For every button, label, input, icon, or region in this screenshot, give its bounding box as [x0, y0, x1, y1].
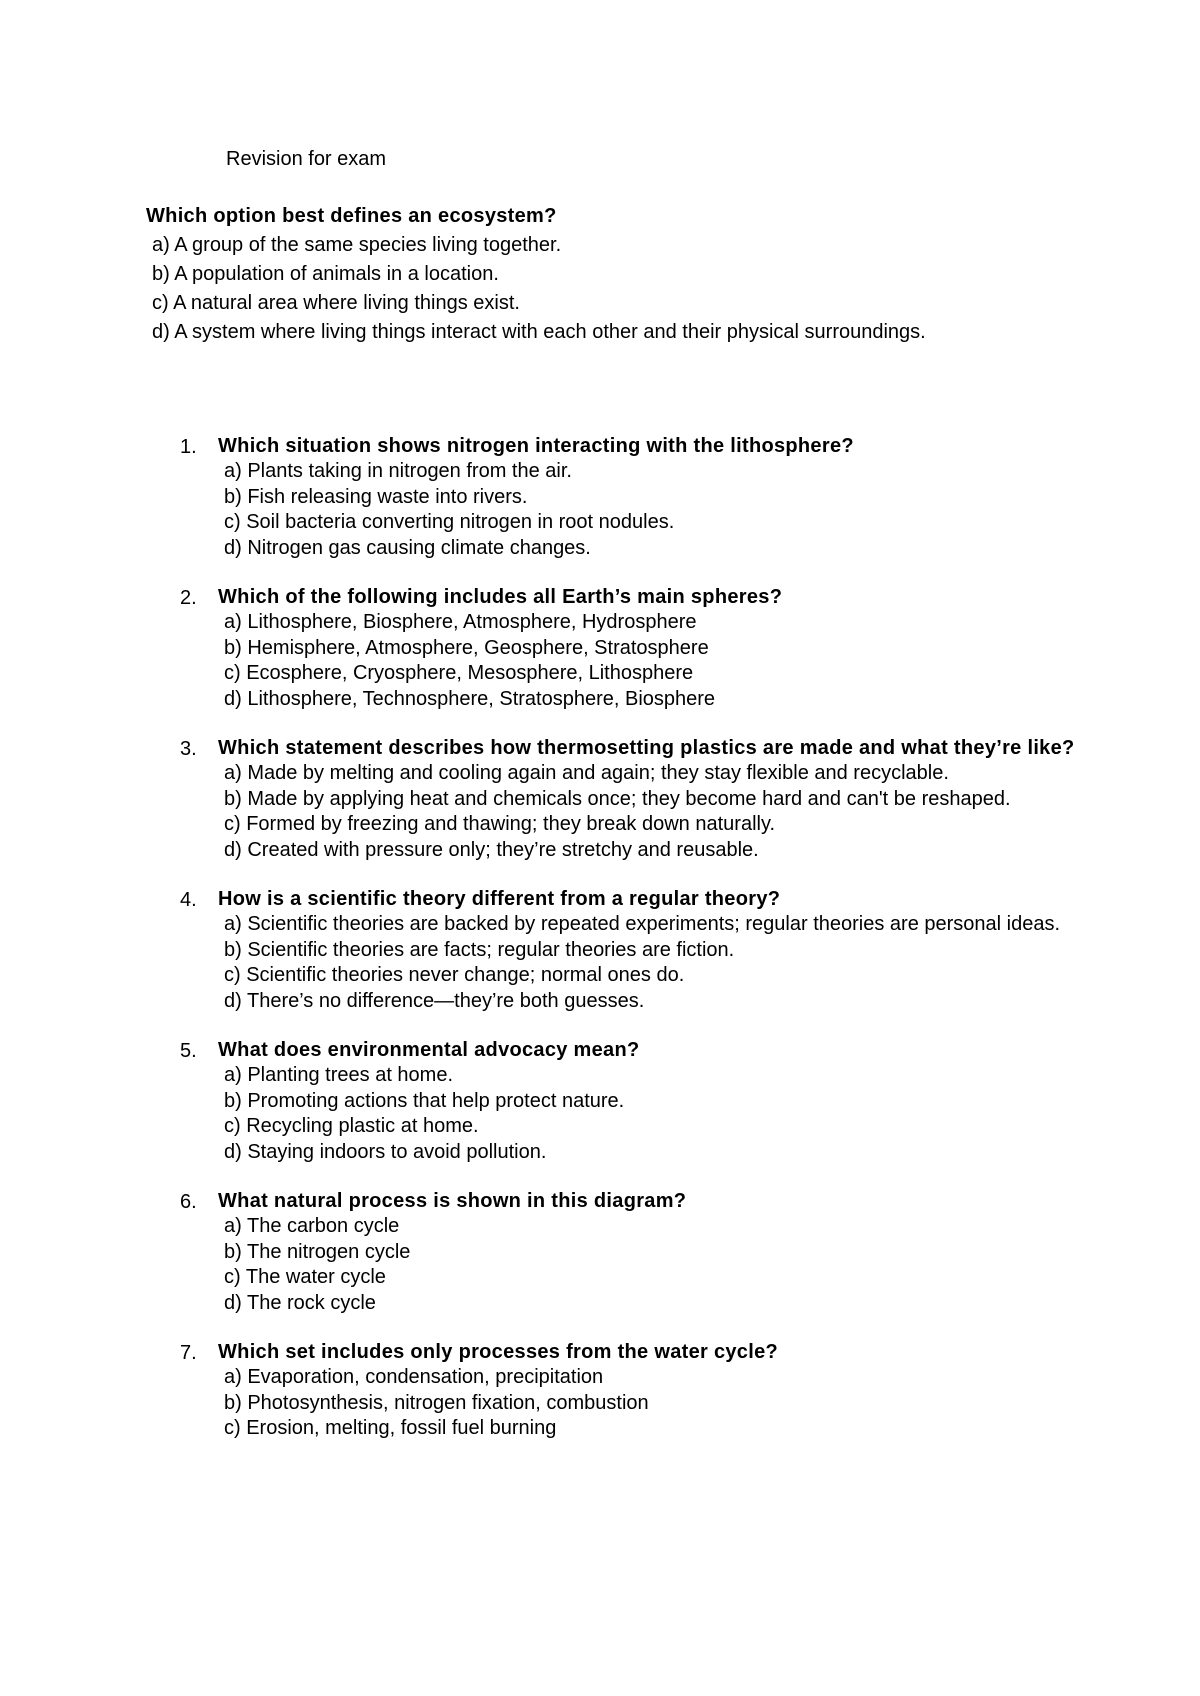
answer-option: c) The water cycle: [224, 1266, 386, 1288]
answer-options: [218, 610, 1080, 712]
answer-options: [218, 1063, 1080, 1165]
question-item: [180, 887, 1080, 1014]
answer-options: [218, 459, 1080, 561]
question-item: [180, 1038, 1080, 1165]
answer-option: d) Created with pressure only; they’re stretchy and reusable.: [224, 838, 759, 861]
answer-option: b) Made by applying heat and chemicals once; they become hard and can't be reshaped.: [224, 787, 1011, 810]
answer-option: b) Promoting actions that help protect nature.: [224, 1089, 625, 1112]
question-number: 1.: [180, 436, 197, 458]
question-number: 5.: [180, 1040, 197, 1062]
answer-options: [218, 1214, 1080, 1316]
answer-option: a) Made by melting and cooling again and again; they stay flexible and recyclable.: [224, 762, 949, 784]
answer-option: d) There’s no difference—they’re both guesses.: [224, 989, 645, 1012]
intro-option-a: a) A group of the same species living together.: [152, 234, 562, 256]
document-title: Revision for exam: [226, 148, 387, 170]
answer-option: a) The carbon cycle: [224, 1215, 400, 1237]
answer-option: c) Soil bacteria converting nitrogen in root nodules.: [224, 511, 675, 533]
question-text: What does environmental advocacy mean?: [218, 1039, 640, 1061]
question-text: Which statement describes how thermosetting plastics are made and what they’re like?: [218, 737, 1075, 759]
answer-option: c) Scientific theories never change; normal ones do.: [224, 964, 685, 986]
answer-option: a) Plants taking in nitrogen from the air.: [224, 460, 572, 482]
answer-option: c) Erosion, melting, fossil fuel burning: [224, 1417, 557, 1439]
intro-question: [146, 203, 1146, 348]
question-text: Which set includes only processes from the water cycle?: [218, 1341, 779, 1363]
intro-option-d: d) A system where living things interact with each other and their physical surroundings.: [152, 321, 926, 343]
question-item: [180, 1340, 1080, 1442]
question-list: [180, 434, 1080, 1466]
answer-option: d) The rock cycle: [224, 1291, 376, 1314]
answer-option: d) Staying indoors to avoid pollution.: [224, 1140, 547, 1163]
question-number: 3.: [180, 738, 197, 760]
question-text: How is a scientific theory different from a regular theory?: [218, 888, 781, 910]
intro-question-text: Which option best defines an ecosystem?: [146, 205, 557, 227]
answer-option: b) Photosynthesis, nitrogen fixation, combustion: [224, 1391, 649, 1414]
question-item: [180, 1189, 1080, 1316]
answer-option: a) Planting trees at home.: [224, 1064, 454, 1086]
answer-options: [218, 912, 1080, 1014]
question-text: Which situation shows nitrogen interacting with the lithosphere?: [218, 435, 854, 457]
question-text: What natural process is shown in this diagram?: [218, 1190, 687, 1212]
question-number: 7.: [180, 1342, 197, 1364]
answer-option: a) Scientific theories are backed by repeated experiments; regular theories are personal ideas.: [224, 913, 1061, 935]
intro-option-b: b) A population of animals in a location.: [152, 263, 499, 285]
answer-option: a) Evaporation, condensation, precipitation: [224, 1366, 604, 1388]
answer-option: c) Formed by freezing and thawing; they break down naturally.: [224, 813, 776, 835]
answer-option: b) Hemisphere, Atmosphere, Geosphere, Stratosphere: [224, 636, 709, 659]
question-number: 2.: [180, 587, 197, 609]
answer-option: d) Lithosphere, Technosphere, Stratosphere, Biosphere: [224, 687, 716, 710]
question-item: [180, 434, 1080, 561]
answer-option: b) The nitrogen cycle: [224, 1240, 411, 1263]
question-item: [180, 585, 1080, 712]
answer-option: b) Scientific theories are facts; regular theories are fiction.: [224, 938, 735, 961]
answer-option: d) Nitrogen gas causing climate changes.: [224, 536, 591, 559]
answer-option: c) Ecosphere, Cryosphere, Mesosphere, Lithosphere: [224, 662, 694, 684]
question-item: [180, 736, 1080, 863]
question-number: 4.: [180, 889, 197, 911]
answer-option: b) Fish releasing waste into rivers.: [224, 485, 528, 508]
question-number: 6.: [180, 1191, 197, 1213]
intro-option-c: c) A natural area where living things exist.: [152, 292, 520, 314]
answer-option: a) Lithosphere, Biosphere, Atmosphere, Hydrosphere: [224, 611, 697, 633]
answer-options: [218, 761, 1080, 863]
answer-options: [218, 1365, 1080, 1442]
answer-option: c) Recycling plastic at home.: [224, 1115, 479, 1137]
question-text: Which of the following includes all Earth’s main spheres?: [218, 586, 783, 608]
